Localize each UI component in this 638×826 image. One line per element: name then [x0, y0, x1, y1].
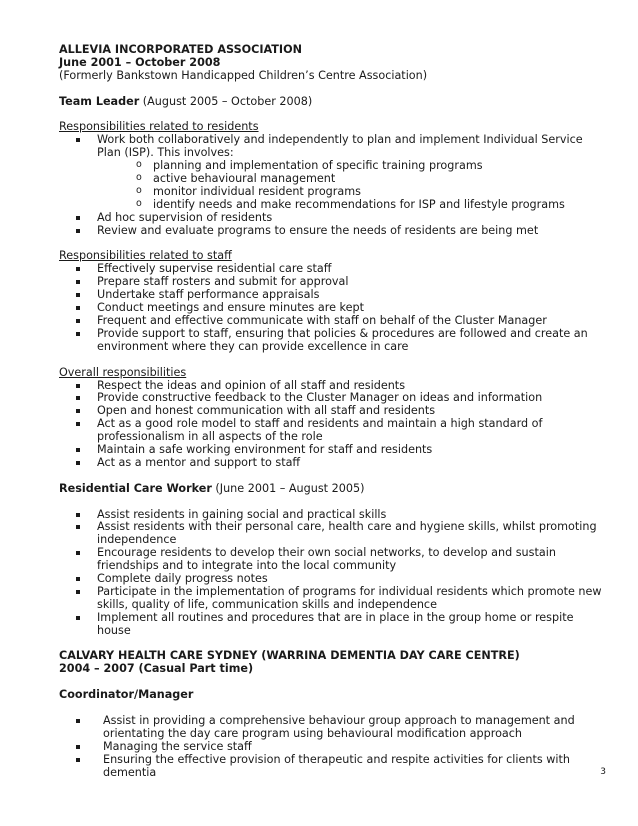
role1-period: (August 2005 – October 2008): [139, 94, 313, 108]
list-item: Review and evaluate programs to ensure the needs of residents are being met: [59, 225, 609, 238]
resume-page: [59, 44, 609, 780]
list-item: Ensuring the effective provision of therapeutic and respite activities for clients with dementia: [59, 754, 609, 780]
list-item: Provide constructive feedback to the Cluster Manager on ideas and information: [59, 392, 609, 405]
sec3-list: [59, 380, 609, 470]
role2-list: [59, 509, 609, 638]
role2-title: Residential Care Worker: [59, 481, 212, 495]
job2-org: CALVARY HEALTH CARE SYDNEY (WARRINA DEMENTIA DAY CARE CENTRE): [59, 649, 520, 663]
list-item: Managing the service staff: [59, 741, 609, 754]
sec1-heading: Responsibilities related to residents: [59, 120, 259, 134]
job1-org: ALLEVIA INCORPORATED ASSOCIATION: [59, 43, 302, 56]
role1-heading: [59, 96, 609, 109]
list-item: Provide support to staff, ensuring that policies & procedures are followed and create an environment where they can provide excellence in care: [59, 328, 609, 354]
list-item: o identify needs and make recommendations for ISP and lifestyle programs: [117, 199, 609, 212]
list-item: Act as a mentor and support to staff: [59, 457, 609, 470]
list-item: Encourage residents to develop their own social networks, to develop and sustain friendships and to integrate into the local community: [59, 547, 609, 573]
list-item: Frequent and effective communicate with staff on behalf of the Cluster Manager: [59, 315, 609, 328]
list-item: Act as a good role model to staff and residents and maintain a high standard of professionalism in all aspects of the role: [59, 418, 609, 444]
job1-formerly: (Formerly Bankstown Handicapped Children’s Centre Association): [59, 68, 428, 82]
job2-dates: 2004 – 2007 (Casual Part time): [59, 662, 254, 676]
sec3-heading: Overall responsibilities: [59, 365, 187, 379]
list-item: Assist residents in gaining social and practical skills: [59, 509, 609, 522]
list-item: Maintain a safe working environment for staff and residents: [59, 444, 609, 457]
list-item: Participate in the implementation of programs for individual residents which promote new skills, quality of life, communication skills and independence: [59, 586, 609, 612]
job1-dates: June 2001 – October 2008: [59, 55, 221, 69]
job2-list: [59, 715, 609, 780]
list-item: Prepare staff rosters and submit for approval: [59, 276, 609, 289]
sec2-heading: Responsibilities related to staff: [59, 249, 232, 263]
list-item: Complete daily progress notes: [59, 573, 609, 586]
list-item: Assist in providing a comprehensive behaviour group approach to management and orientating the day care program using behavioural modification approach: [59, 715, 609, 741]
list-item: Assist residents with their personal care, health care and hygiene skills, whilst promoting independence: [59, 521, 609, 547]
sec2-list: [59, 263, 609, 353]
list-item: Implement all routines and procedures that are in place in the group home or respite house: [59, 612, 609, 638]
list-item: Ad hoc supervision of residents: [59, 212, 609, 225]
list-item: Conduct meetings and ensure minutes are kept: [59, 302, 609, 315]
isp-sublist: [97, 160, 609, 212]
role1-title: Team Leader: [59, 94, 140, 108]
list-item: Effectively supervise residential care staff: [59, 263, 609, 276]
list-item: o monitor individual resident programs: [117, 186, 609, 199]
list-item: o planning and implementation of specific training programs: [117, 160, 609, 173]
list-item: Open and honest communication with all staff and residents: [59, 405, 609, 418]
list-item: o active behavioural management: [117, 173, 609, 186]
sec1-list: [59, 134, 609, 237]
job2-role: Coordinator/Manager: [59, 688, 194, 702]
role2-period: (June 2001 – August 2005): [211, 481, 365, 495]
list-item: Work both collaboratively and independently to plan and implement Individual Service Plan (ISP). This involves: o planning and implementation of specific training programs o active behavioural management o monitor individual resident programs o identify needs and make recommendations for ISP and lifestyle programs: [59, 134, 609, 211]
list-item: Undertake staff performance appraisals: [59, 289, 609, 302]
page-number: 3: [600, 767, 606, 777]
list-item: Respect the ideas and opinion of all staff and residents: [59, 380, 609, 393]
role2-heading: [59, 483, 609, 496]
